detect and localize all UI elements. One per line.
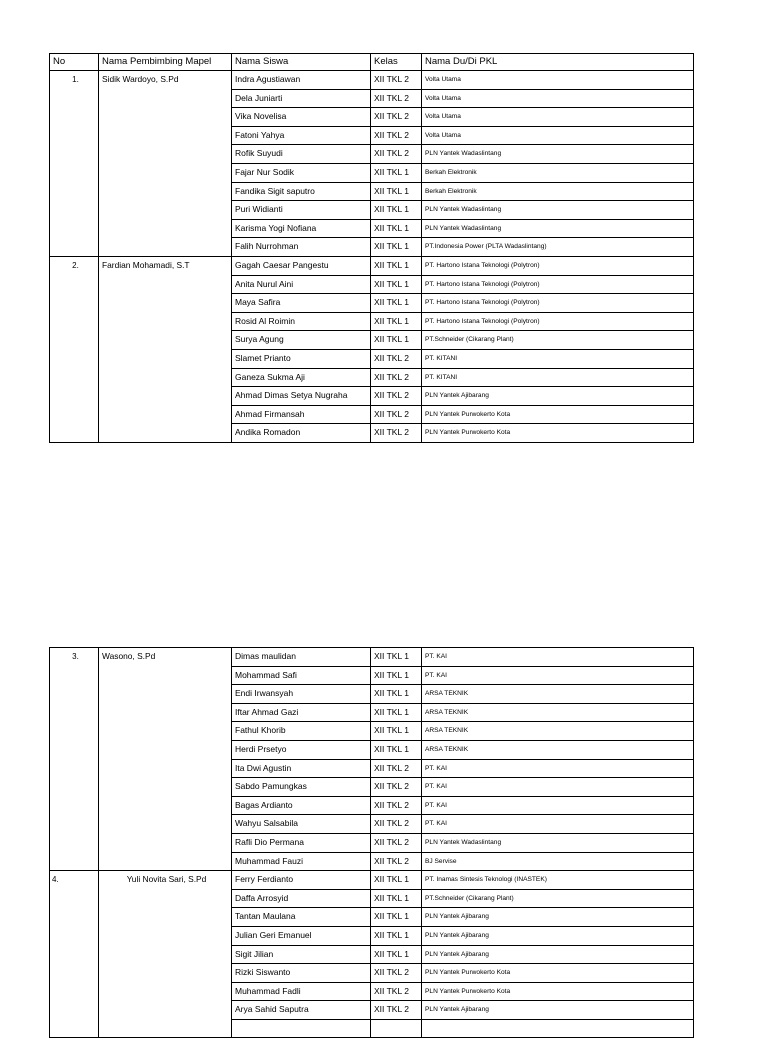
student-class: XII TKL 1 (371, 201, 422, 220)
student-name: Iftar Ahmad Gazi (232, 703, 371, 722)
student-class: XII TKL 1 (371, 312, 422, 331)
dudi-name: PLN Yantek Wadaslintang (422, 145, 694, 164)
student-class: XII TKL 1 (371, 219, 422, 238)
student-name: Maya Safira (232, 294, 371, 313)
dudi-name: PLN Yantek Wadaslintang (422, 201, 694, 220)
student-name: Surya Agung (232, 331, 371, 350)
student-class: XII TKL 2 (371, 126, 422, 145)
mentor-name: Wasono, S.Pd (99, 648, 232, 871)
student-name: Ahmad Firmansah (232, 405, 371, 424)
student-class: XII TKL 1 (371, 926, 422, 945)
dudi-name: PLN Yantek Wadaslintang (422, 833, 694, 852)
student-name: Bagas Ardianto (232, 796, 371, 815)
student-name: Falih Nurrohman (232, 238, 371, 257)
dudi-name: PLN Yantek Purwokerto Kota (422, 982, 694, 1001)
group-number: 1. (50, 71, 99, 257)
header-class: Kelas (371, 54, 422, 71)
student-class: XII TKL 2 (371, 815, 422, 834)
dudi-name: PT. Hartono Istana Teknologi (Polytron) (422, 256, 694, 275)
table-row (50, 256, 694, 275)
student-name: Muhammad Fadli (232, 982, 371, 1001)
student-name: Julian Geri Emanuel (232, 926, 371, 945)
student-name (232, 1019, 371, 1038)
group-number: 3. (50, 648, 99, 871)
student-name: Muhammad Fauzi (232, 852, 371, 871)
table-body (50, 54, 694, 443)
mentor-name: Sidik Wardoyo, S.Pd (99, 71, 232, 257)
student-name: Andika Romadon (232, 424, 371, 443)
student-class: XII TKL 1 (371, 740, 422, 759)
dudi-name: ARSA TEKNIK (422, 685, 694, 704)
header-no: No (50, 54, 99, 71)
student-class: XII TKL 1 (371, 722, 422, 741)
student-class (371, 1019, 422, 1038)
assignment-table-2 (49, 647, 694, 1038)
dudi-name: PT. Hartono Istana Teknologi (Polytron) (422, 312, 694, 331)
student-name: Fatoni Yahya (232, 126, 371, 145)
dudi-name: PT. KAI (422, 778, 694, 797)
dudi-name: PT. KITANI (422, 349, 694, 368)
student-class: XII TKL 1 (371, 294, 422, 313)
table-row (50, 648, 694, 667)
dudi-name: PT. Inamas Sintesis Teknologi (INASTEK) (422, 871, 694, 890)
assignment-table-1 (49, 53, 694, 443)
group-number: 2. (50, 256, 99, 442)
student-name: Karisma Yogi Nofiana (232, 219, 371, 238)
dudi-name: Volta Utama (422, 71, 694, 90)
student-class: XII TKL 1 (371, 648, 422, 667)
student-class: XII TKL 1 (371, 685, 422, 704)
student-name: Rosid Al Roimin (232, 312, 371, 331)
dudi-name: PLN Yantek Purwokerto Kota (422, 405, 694, 424)
dudi-name: PT. KAI (422, 759, 694, 778)
dudi-name: ARSA TEKNIK (422, 703, 694, 722)
student-name: Rafli Dio Permana (232, 833, 371, 852)
mentor-name: Fardian Mohamadi, S.T (99, 256, 232, 442)
student-class: XII TKL 2 (371, 405, 422, 424)
mentor-name: Yuli Novita Sari, S.Pd (99, 871, 232, 1038)
student-class: XII TKL 2 (371, 759, 422, 778)
student-class: XII TKL 2 (371, 71, 422, 90)
dudi-name: Volta Utama (422, 89, 694, 108)
student-name: Ahmad Dimas Setya Nugraha (232, 387, 371, 406)
student-name: Ita Dwi Agustin (232, 759, 371, 778)
student-name: Anita Nurul Aini (232, 275, 371, 294)
dudi-name: PT.Indonesia Power (PLTA Wadaslintang) (422, 238, 694, 257)
dudi-name: Berkah Elektronik (422, 182, 694, 201)
student-name: Tantan Maulana (232, 908, 371, 927)
student-name: Arya Sahid Saputra (232, 1001, 371, 1020)
student-class: XII TKL 1 (371, 871, 422, 890)
dudi-name: PLN Yantek Purwokerto Kota (422, 424, 694, 443)
student-name: Vika Novelisa (232, 108, 371, 127)
student-name: Sabdo Pamungkas (232, 778, 371, 797)
student-name: Ferry Ferdianto (232, 871, 371, 890)
student-class: XII TKL 1 (371, 331, 422, 350)
student-class: XII TKL 1 (371, 256, 422, 275)
dudi-name: PLN Yantek Wadaslintang (422, 219, 694, 238)
dudi-name: PT. KAI (422, 648, 694, 667)
dudi-name (422, 1019, 694, 1038)
group-number: 4. (50, 871, 99, 1038)
student-class: XII TKL 2 (371, 387, 422, 406)
student-class: XII TKL 2 (371, 982, 422, 1001)
dudi-name: PLN Yantek Purwokerto Kota (422, 964, 694, 983)
student-class: XII TKL 2 (371, 964, 422, 983)
student-class: XII TKL 1 (371, 945, 422, 964)
student-class: XII TKL 2 (371, 108, 422, 127)
student-name: Ganeza Sukma Aji (232, 368, 371, 387)
student-name: Dela Juniarti (232, 89, 371, 108)
student-class: XII TKL 1 (371, 163, 422, 182)
dudi-name: PT. KAI (422, 666, 694, 685)
student-class: XII TKL 2 (371, 833, 422, 852)
student-class: XII TKL 2 (371, 778, 422, 797)
student-name: Mohammad Safi (232, 666, 371, 685)
student-name: Rizki Siswanto (232, 964, 371, 983)
table-row (50, 71, 694, 90)
dudi-name: PLN Yantek Ajibarang (422, 908, 694, 927)
header-row (50, 54, 694, 71)
table-body (50, 648, 694, 1038)
student-class: XII TKL 2 (371, 796, 422, 815)
student-class: XII TKL 1 (371, 238, 422, 257)
student-class: XII TKL 1 (371, 275, 422, 294)
student-class: XII TKL 2 (371, 424, 422, 443)
student-name: Daffa Arrosyid (232, 889, 371, 908)
dudi-name: BJ Servise (422, 852, 694, 871)
dudi-name: PT. KAI (422, 796, 694, 815)
student-class: XII TKL 2 (371, 368, 422, 387)
student-name: Indra Agustiawan (232, 71, 371, 90)
student-class: XII TKL 2 (371, 89, 422, 108)
dudi-name: PT.Schneider (Cikarang Plant) (422, 889, 694, 908)
dudi-name: Volta Utama (422, 126, 694, 145)
dudi-name: PLN Yantek Ajibarang (422, 1001, 694, 1020)
student-name: Fajar Nur Sodik (232, 163, 371, 182)
student-class: XII TKL 2 (371, 852, 422, 871)
student-name: Puri Widianti (232, 201, 371, 220)
student-name: Wahyu Salsabila (232, 815, 371, 834)
dudi-name: ARSA TEKNIK (422, 722, 694, 741)
dudi-name: PLN Yantek Ajibarang (422, 926, 694, 945)
dudi-name: PT. KAI (422, 815, 694, 834)
dudi-name: PLN Yantek Ajibarang (422, 387, 694, 406)
dudi-name: PT. Hartono Istana Teknologi (Polytron) (422, 275, 694, 294)
header-mentor: Nama Pembimbing Mapel (99, 54, 232, 71)
student-class: XII TKL 1 (371, 889, 422, 908)
student-class: XII TKL 2 (371, 145, 422, 164)
student-name: Slamet Prianto (232, 349, 371, 368)
student-name: Dimas maulidan (232, 648, 371, 667)
student-class: XII TKL 1 (371, 908, 422, 927)
student-name: Gagah Caesar Pangestu (232, 256, 371, 275)
student-name: Herdi Prsetyo (232, 740, 371, 759)
student-name: Rofik Suyudi (232, 145, 371, 164)
table-row (50, 871, 694, 890)
header-student: Nama Siswa (232, 54, 371, 71)
student-class: XII TKL 1 (371, 182, 422, 201)
dudi-name: PLN Yantek Ajibarang (422, 945, 694, 964)
student-class: XII TKL 1 (371, 703, 422, 722)
header-dudi: Nama Du/Di PKL (422, 54, 694, 71)
student-name: Sigit Jilian (232, 945, 371, 964)
student-name: Endi Irwansyah (232, 685, 371, 704)
student-class: XII TKL 2 (371, 1001, 422, 1020)
dudi-name: PT.Schneider (Cikarang Plant) (422, 331, 694, 350)
student-class: XII TKL 1 (371, 666, 422, 685)
dudi-name: Volta Utama (422, 108, 694, 127)
dudi-name: ARSA TEKNIK (422, 740, 694, 759)
dudi-name: PT. Hartono Istana Teknologi (Polytron) (422, 294, 694, 313)
dudi-name: Berkah Elektronik (422, 163, 694, 182)
student-name: Fandika Sigit saputro (232, 182, 371, 201)
dudi-name: PT. KITANI (422, 368, 694, 387)
student-class: XII TKL 2 (371, 349, 422, 368)
student-name: Fathul Khorib (232, 722, 371, 741)
